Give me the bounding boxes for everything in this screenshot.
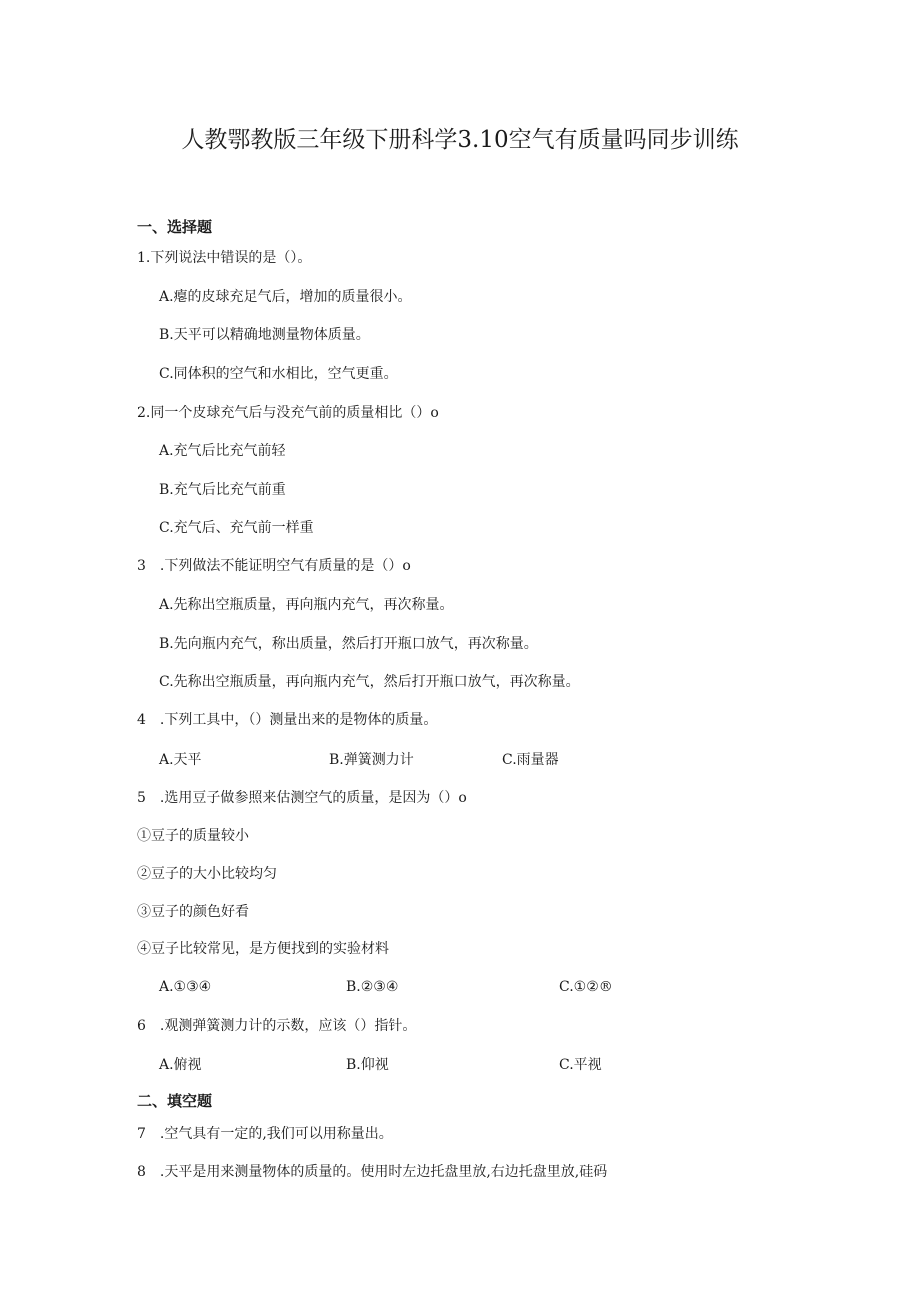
question-5-option-a: A.①③④ bbox=[159, 979, 212, 995]
question-4-option-b: B.弹簧测力计 bbox=[329, 752, 414, 768]
question-2-stem: 2.同一个皮球充气后与没充气前的质量相比（）o bbox=[137, 405, 439, 421]
page-title: 人教鄂教版三年级下册科学3.10空气有质量吗同步训练 bbox=[181, 127, 739, 153]
section-heading-fill: 二、填空题 bbox=[137, 1092, 213, 1110]
question-4-option-c: C.雨量器 bbox=[502, 752, 559, 768]
question-4-option-a: A.天平 bbox=[159, 752, 202, 768]
question-2-option-c: C.充气后、充气前一样重 bbox=[159, 520, 314, 536]
question-5-statement-4: ④豆子比较常见，是方便找到的实验材料 bbox=[137, 941, 389, 957]
question-4-stem: 4 .下列工具中，（）测量出来的是物体的质量。 bbox=[137, 712, 438, 728]
question-5-statement-3: ③豆子的颜色好看 bbox=[137, 904, 249, 920]
question-1-option-c: C.同体积的空气和水相比，空气更重。 bbox=[159, 366, 398, 382]
question-1-stem: 1.下列说法中错误的是（）。 bbox=[137, 250, 312, 266]
question-6-option-b: B.仰视 bbox=[346, 1057, 389, 1073]
question-5-statement-2: ②豆子的大小比较均匀 bbox=[137, 866, 277, 882]
question-1-option-a: A.瘪的皮球充足气后，增加的质量很小。 bbox=[159, 289, 412, 305]
question-3-option-c: C.先称出空瓶质量，再向瓶内充气，然后打开瓶口放气，再次称量。 bbox=[159, 674, 580, 690]
question-1-option-b: B.天平可以精确地测量物体质量。 bbox=[159, 327, 370, 343]
question-3-option-a: A.先称出空瓶质量，再向瓶内充气，再次称量。 bbox=[159, 597, 454, 613]
question-2-option-b: B.充气后比充气前重 bbox=[159, 482, 286, 498]
section-heading-choice: 一、选择题 bbox=[137, 218, 213, 236]
question-6-option-c: C.平视 bbox=[559, 1057, 602, 1073]
question-5-option-c: C.①②® bbox=[559, 979, 613, 995]
question-7-stem: 7 .空气具有一定的,我们可以用称量出。 bbox=[137, 1126, 393, 1142]
question-5-stem: 5 .选用豆子做参照来估测空气的质量，是因为（）o bbox=[137, 790, 467, 806]
question-2-option-a: A.充气后比充气前轻 bbox=[159, 443, 286, 459]
question-6-option-a: A.俯视 bbox=[159, 1057, 202, 1073]
question-5-statement-1: ①豆子的质量较小 bbox=[137, 828, 249, 844]
question-6-stem: 6 .观测弹簧测力计的示数，应该（）指针。 bbox=[137, 1018, 417, 1034]
question-3-option-b: B.先向瓶内充气，称出质量，然后打开瓶口放气，再次称量。 bbox=[159, 636, 538, 652]
question-3-stem: 3 .下列做法不能证明空气有质量的是（）o bbox=[137, 558, 411, 574]
question-5-option-b: B.②③④ bbox=[346, 979, 399, 995]
question-8-stem: 8 .天平是用来测量物体的质量的。使用时左边托盘里放,右边托盘里放,硅码 bbox=[137, 1164, 608, 1180]
